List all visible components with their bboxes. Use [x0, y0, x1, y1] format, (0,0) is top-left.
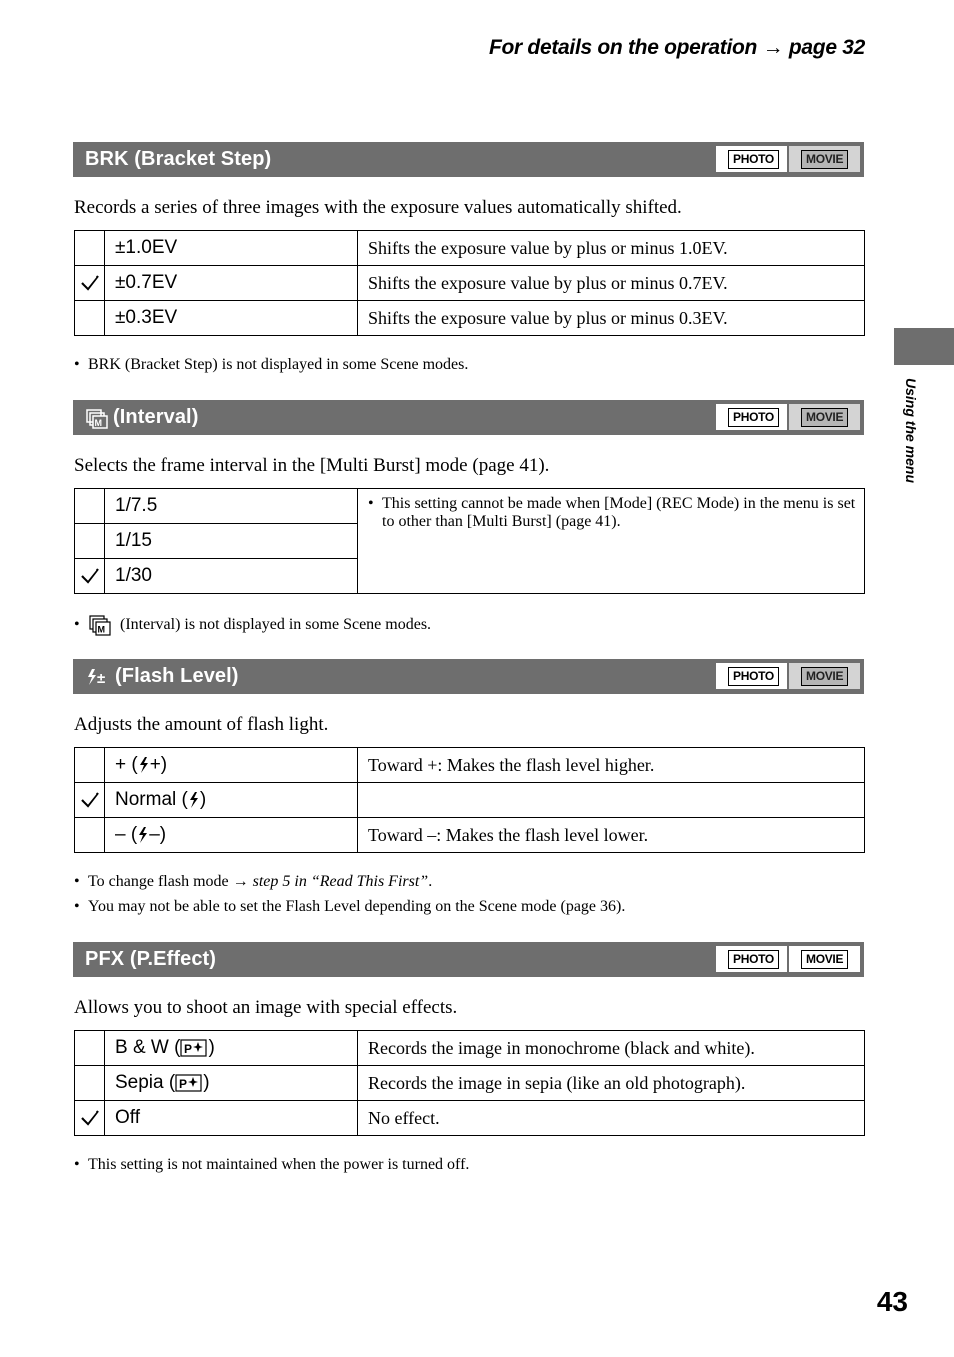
table-row [75, 1101, 865, 1136]
flash-level-icon [85, 667, 111, 687]
section-header-interval [73, 400, 864, 435]
option-prefix: + ( [115, 754, 138, 775]
flash-icon [138, 756, 150, 774]
section-title: PFX (P.Effect) [85, 948, 217, 970]
option-suffix: ) [203, 1072, 210, 1093]
reference-page: page 32 [788, 36, 865, 59]
photo-badge: PHOTO [728, 408, 779, 427]
option-description: No effect. [358, 1101, 865, 1136]
table-row [75, 231, 865, 266]
svg-text:M: M [97, 624, 105, 635]
option-description: Records the image in monochrome (black and white). [358, 1031, 865, 1066]
flash-icon [137, 826, 149, 844]
section-description: Adjusts the amount of flash light. [74, 714, 329, 735]
photo-badge: PHOTO [728, 667, 779, 686]
section-description: Allows you to shoot an image with special effects. [74, 997, 458, 1018]
photo-badge-box [716, 404, 787, 430]
option-prefix: Normal ( [115, 789, 188, 810]
movie-badge-box [789, 946, 860, 972]
movie-badge-box [789, 663, 860, 689]
table-row [75, 1031, 865, 1066]
chapter-label [897, 378, 927, 518]
option-description: Shifts the exposure value by plus or minus 0.7EV. [358, 266, 865, 301]
movie-badge: MOVIE [801, 950, 848, 969]
option-label [105, 783, 358, 818]
chapter-label-text: Using the menu [903, 378, 919, 484]
option-label: 1/7.5 [105, 489, 358, 524]
option-description: Toward +: Makes the flash level higher. [358, 748, 865, 783]
photo-badge: PHOTO [728, 950, 779, 969]
note-item: • This setting is not maintained when the power is turned off. [74, 1156, 470, 1173]
photo-badge-box [716, 946, 787, 972]
svg-text:±: ± [97, 669, 106, 687]
option-label [105, 1066, 358, 1101]
section-description: Selects the frame interval in the [Multi Burst] mode (page 41). [74, 455, 550, 476]
options-table-pfx [74, 1030, 865, 1136]
option-description [358, 783, 865, 818]
check-cell [75, 524, 105, 559]
note-text: This setting is not maintained when the power is turned off. [88, 1156, 470, 1173]
check-cell [75, 818, 105, 853]
note-arrow: → [232, 873, 249, 890]
movie-badge-box [789, 404, 860, 430]
section-header-pfx [73, 942, 864, 977]
option-description: • This setting cannot be made when [Mode] (REC Mode) in the menu is set to other than [Multi Burst] (page 41). [358, 489, 865, 594]
option-description: Shifts the exposure value by plus or minus 1.0EV. [358, 231, 865, 266]
check-cell [75, 301, 105, 336]
table-row [75, 266, 865, 301]
option-prefix: Sepia ( [115, 1072, 176, 1093]
note-text: To change flash mode [88, 873, 229, 890]
option-label: 1/15 [105, 524, 358, 559]
picture-effect-icon [175, 1073, 203, 1093]
option-description: Shifts the exposure value by plus or minus 0.3EV. [358, 301, 865, 336]
movie-badge: MOVIE [801, 408, 848, 427]
option-label: ±0.3EV [105, 301, 358, 336]
option-label: 1/30 [105, 559, 358, 594]
multi-burst-interval-icon [88, 614, 114, 636]
section-title: (Flash Level) [115, 665, 239, 687]
chapter-tab [894, 328, 954, 365]
check-cell [75, 748, 105, 783]
checkmark-icon [80, 274, 100, 292]
table-row [75, 301, 865, 336]
svg-text:P: P [184, 1041, 193, 1056]
check-cell [75, 489, 105, 524]
multi-burst-interval-icon [85, 407, 109, 429]
note-item: • M (Interval) is not displayed in some Scene modes. [74, 616, 432, 635]
table-row [75, 748, 865, 783]
merged-text: This setting cannot be made when [Mode] (REC Mode) in the menu is set to other than [Multi Burst] (page 41). [382, 495, 856, 530]
note-text: BRK (Bracket Step) is not displayed in some Scene modes. [88, 356, 469, 373]
table-row [75, 783, 865, 818]
option-label [105, 818, 358, 853]
check-cell [75, 266, 105, 301]
table-row [75, 1066, 865, 1101]
note-item: • To change flash mode → step 5 in “Read This First” . [74, 873, 433, 890]
note-item: • You may not be able to set the Flash Level depending on the Scene mode (page 36). [74, 898, 626, 915]
note-text: (Interval) is not displayed in some Scene modes. [120, 616, 432, 633]
section-title: BRK (Bracket Step) [85, 148, 272, 170]
photo-badge-box [716, 663, 787, 689]
option-suffix: ) [199, 789, 207, 810]
option-prefix: B & W ( [115, 1037, 181, 1058]
section-header-flash-level [73, 659, 864, 694]
option-label [105, 748, 358, 783]
option-label: Off [105, 1101, 358, 1136]
movie-badge: MOVIE [801, 667, 848, 686]
checkmark-icon [80, 791, 100, 809]
note-end: . [428, 873, 433, 890]
reference-prefix: For details on the operation [488, 36, 758, 59]
photo-badge: PHOTO [728, 150, 779, 169]
section-description: Records a series of three images with the exposure values automatically shifted. [74, 197, 682, 218]
option-label: ±0.7EV [105, 266, 358, 301]
checkmark-icon [80, 567, 100, 585]
check-cell [75, 231, 105, 266]
option-label: ±1.0EV [105, 231, 358, 266]
option-suffix: –) [149, 824, 167, 845]
option-prefix: – ( [115, 824, 138, 845]
svg-text:M: M [94, 417, 103, 428]
option-description: Toward –: Makes the flash level lower. [358, 818, 865, 853]
check-cell [75, 1101, 105, 1136]
option-suffix: +) [149, 754, 168, 775]
options-table-flash-level [74, 747, 865, 853]
option-description: Records the image in sepia (like an old photograph). [358, 1066, 865, 1101]
photo-badge-box [716, 146, 787, 172]
note-item: • BRK (Bracket Step) is not displayed in some Scene modes. [74, 356, 469, 373]
check-cell [75, 783, 105, 818]
check-cell [75, 559, 105, 594]
flash-icon [188, 791, 200, 809]
table-row [75, 818, 865, 853]
note-link[interactable]: step 5 in “Read This First” [252, 873, 429, 890]
section-title: (Interval) [113, 406, 199, 428]
picture-effect-icon [180, 1038, 208, 1058]
movie-badge: MOVIE [801, 150, 848, 169]
reference-arrow: → [762, 36, 784, 59]
table-row [75, 489, 865, 524]
section-header-brk [73, 142, 864, 177]
options-table-brk [74, 230, 865, 336]
movie-badge-box [789, 146, 860, 172]
check-cell [75, 1031, 105, 1066]
checkmark-icon [80, 1109, 100, 1127]
option-label [105, 1031, 358, 1066]
options-table-interval [74, 488, 865, 594]
page-number: 43 [876, 1286, 908, 1317]
page-reference [489, 36, 865, 60]
option-suffix: ) [208, 1037, 215, 1058]
note-text: You may not be able to set the Flash Level depending on the Scene mode (page 36). [88, 898, 626, 915]
check-cell [75, 1066, 105, 1101]
svg-text:P: P [179, 1076, 188, 1091]
